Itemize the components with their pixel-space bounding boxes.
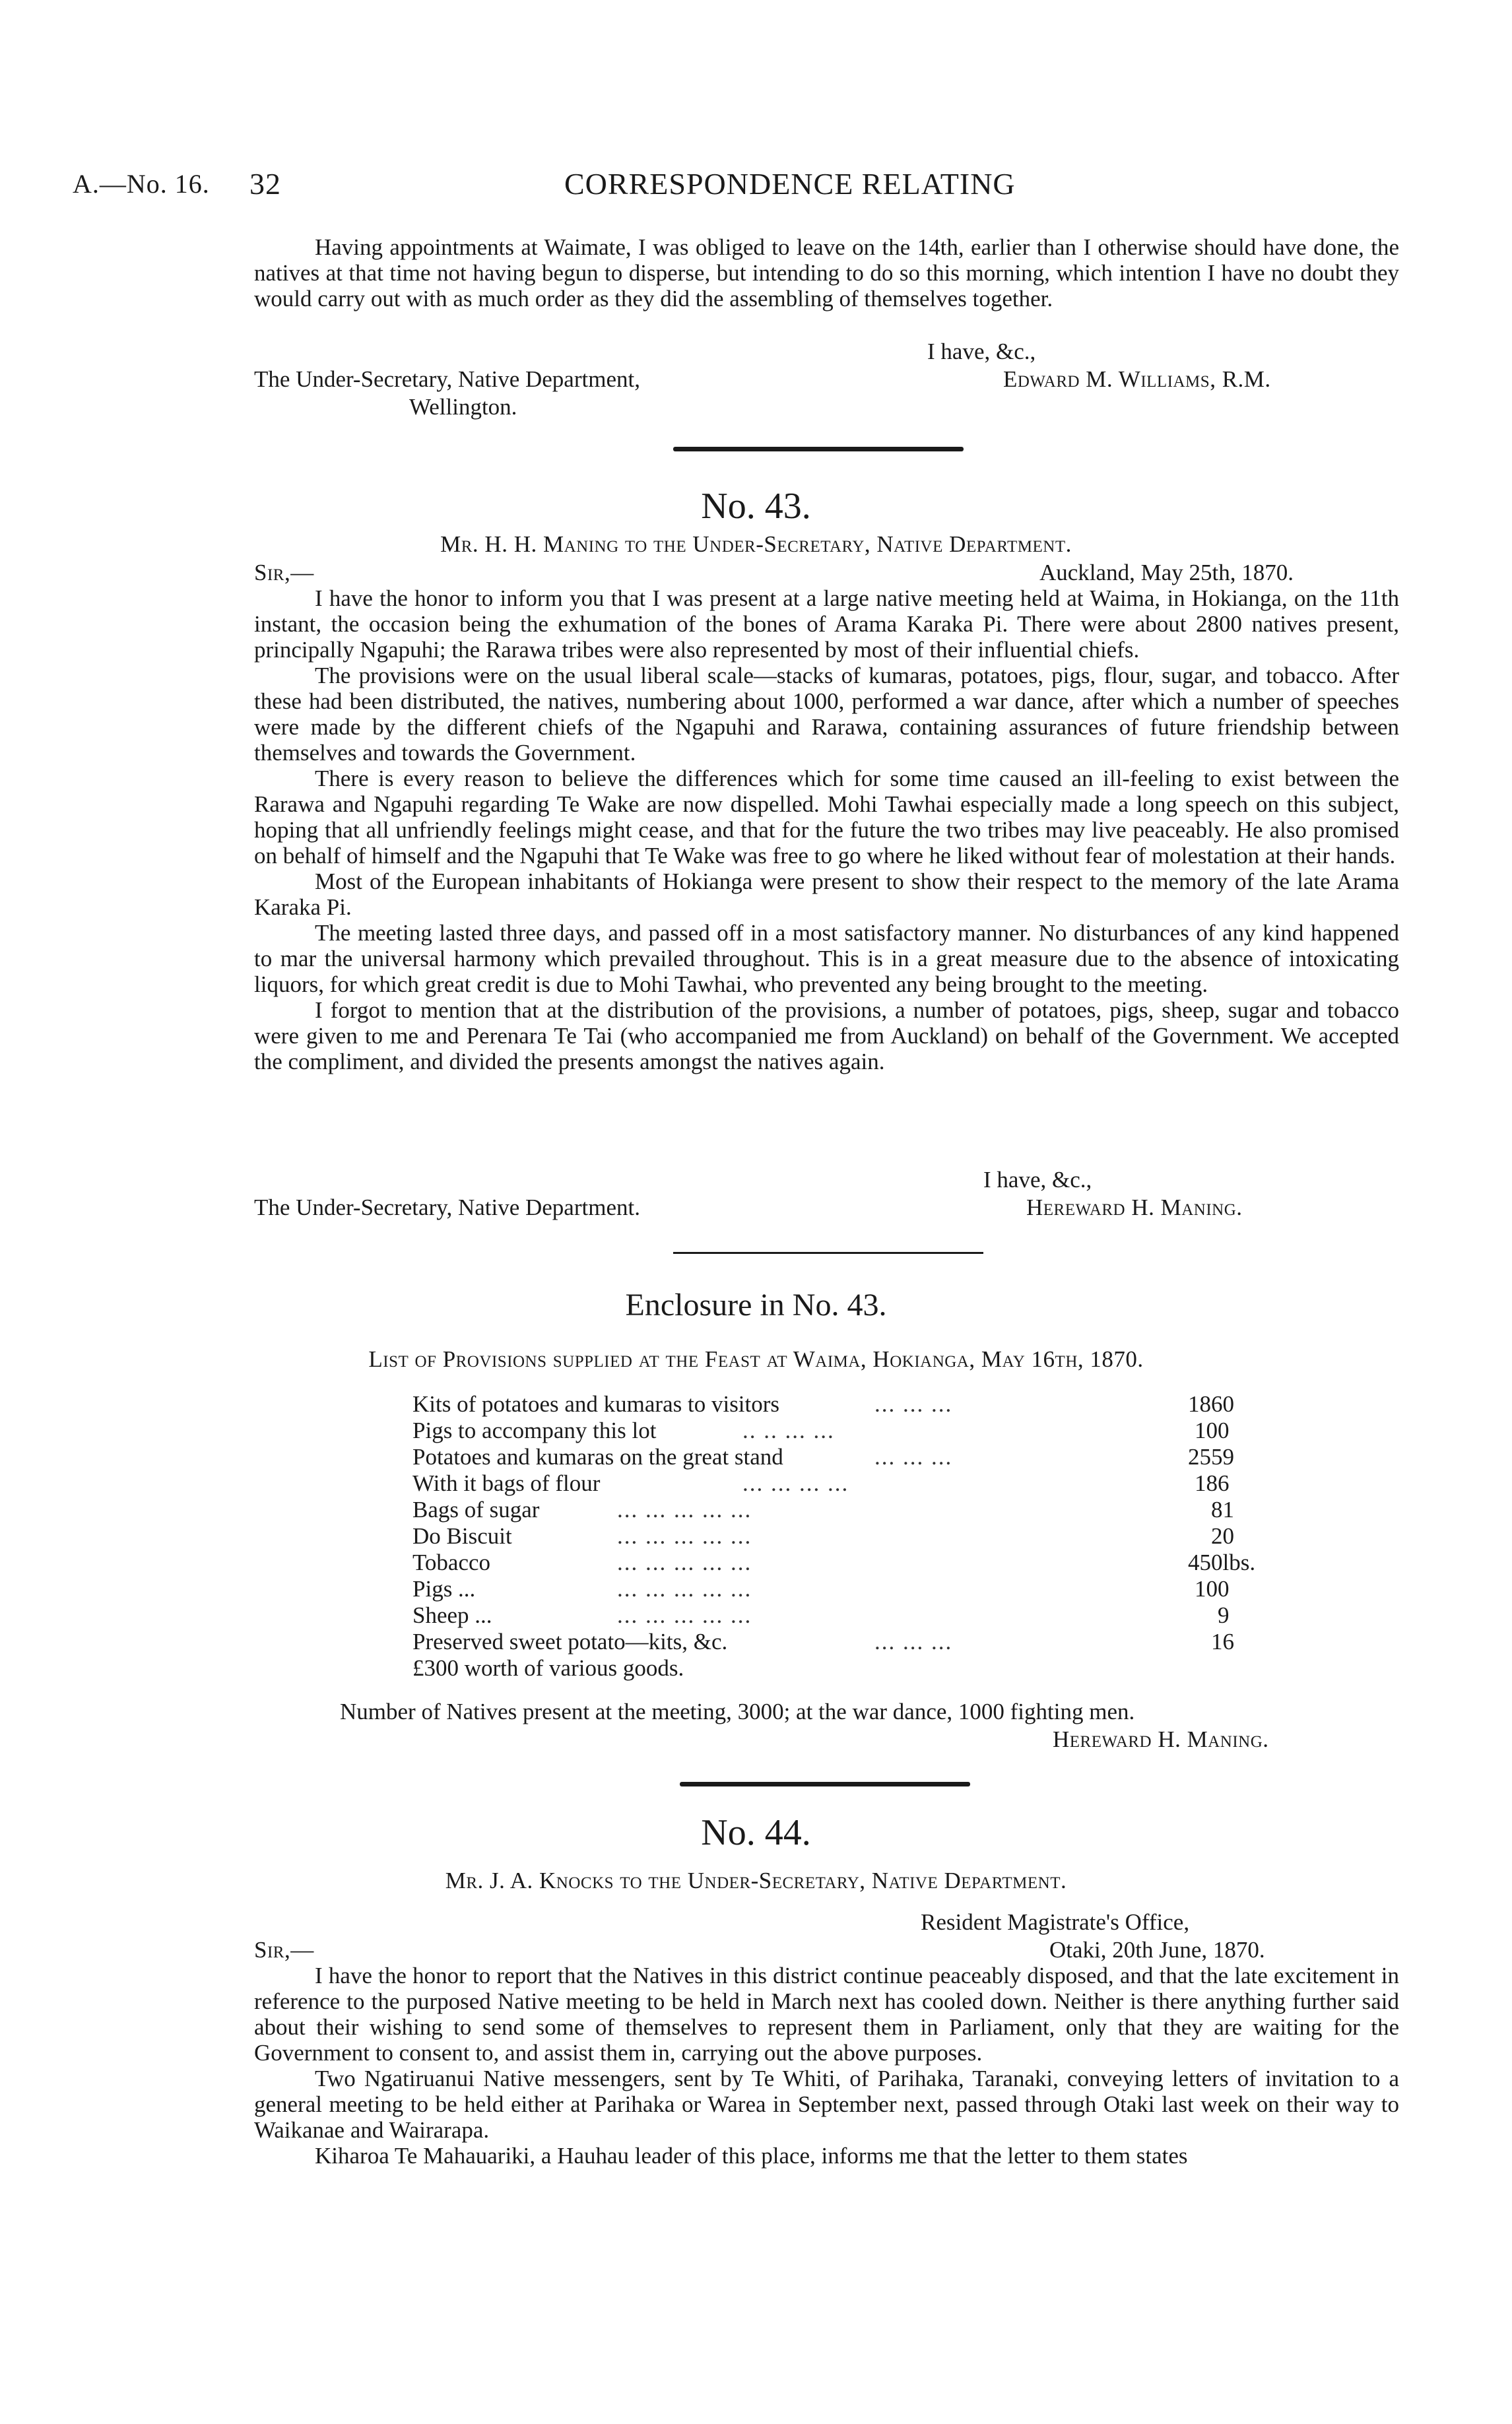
section-divider xyxy=(680,1782,970,1786)
paragraph: I have the honor to inform you that I was present at a large native meeting held at Waima, in Hokianga, on the 11th instant, the occasion being the exhumation of the bones of Arama Karaka Pi. There were about 2800 natives present, principally Ngapuhi; the Rarawa tribes were also represented by most of their influential chiefs. xyxy=(254,585,1399,663)
running-title: CORRESPONDENCE RELATING xyxy=(564,167,1016,201)
section-divider xyxy=(673,447,964,451)
list-item: With it bags of flour ... ... ... ... 186 xyxy=(412,1470,1230,1496)
section-divider xyxy=(673,1252,983,1254)
salutation: Sir,— xyxy=(254,560,314,585)
letter-number: No. 43. xyxy=(701,486,811,527)
salutation: Sir,— xyxy=(254,1937,314,1963)
signature: Edward M. Williams, R.M. xyxy=(1003,366,1271,392)
prev-letter-body xyxy=(254,234,1399,311)
list-item: Preserved sweet potato—kits, &c. ... ... ... 16 xyxy=(412,1629,1234,1654)
enclosure-title: Enclosure in No. 43. xyxy=(625,1288,887,1323)
paragraph: I have the honor to report that the Natives in this district continue peaceably disposed, and that the late excitement in reference to the purposed Native meeting to be held in March next has cooled down. Neither is there anything further said about their wishing to send some of themselves to represent them in Parliament, only that they are waiting for the Government to consent to, and assist them in, carrying out the above purposes. xyxy=(254,1963,1399,2066)
document-reference: A.—No. 16. xyxy=(73,169,210,199)
closing: I have, &c., xyxy=(983,1167,1092,1193)
enclosure-caption: List of Provisions supplied at the Feast at Waima, Hokianga, May 16th, 1870. xyxy=(368,1346,1144,1372)
office: Resident Magistrate's Office, xyxy=(921,1909,1190,1935)
paragraph: Most of the European inhabitants of Hokianga were present to show their respect to the memory of the late Arama Karaka Pi. xyxy=(254,868,1399,920)
enclosure-summary: Number of Natives present at the meeting, 3000; at the war dance, 1000 fighting men. xyxy=(340,1699,1135,1724)
paragraph: The meeting lasted three days, and passed off in a most satisfactory manner. No disturbances of any kind happened to mar the universal harmony which prevailed throughout. This is in a great measure due to the absence of intoxicating liquors, for which great credit is due to Mohi Tawhai, who prevented any being brought to the meeting. xyxy=(254,920,1399,997)
letter-number: No. 44. xyxy=(701,1812,811,1853)
paragraph: Having appointments at Waimate, I was obliged to leave on the 14th, earlier than I otherwise should have done, the natives at that time not having begun to disperse, but intending to do so this morning, which intention I have no doubt they would carry out with as much order as they did the assembling of themselves together. xyxy=(254,234,1399,311)
signature: Hereward H. Maning. xyxy=(1026,1195,1243,1220)
list-item: Potatoes and kumaras on the great stand ... ... ... 2559 xyxy=(412,1444,1234,1470)
letter43-body xyxy=(254,585,1399,1074)
list-item: Pigs to accompany this lot .. .. ... ... 100 xyxy=(412,1418,1230,1443)
letter-heading: Mr. H. H. Maning to the Under-Secretary, Native Department. xyxy=(440,531,1072,557)
list-item: Do Biscuit ... ... ... ... ... 20 xyxy=(412,1523,1234,1549)
recipient-place: Wellington. xyxy=(409,394,517,420)
list-item: Pigs ... ... ... ... ... ... 100 xyxy=(412,1576,1230,1602)
paragraph: Two Ngatiruanui Native messengers, sent by Te Whiti, of Parihaka, Taranaki, conveying letters of invitation to a general meeting to be held either at Parihaka or Warea in September next, passed through Otaki last week on their way to Waikanae and Wairarapa. xyxy=(254,2066,1399,2143)
list-item: Tobacco ... ... ... ... ... 450lbs. xyxy=(412,1550,1256,1575)
paragraph: I forgot to mention that at the distribution of the provisions, a number of potatoes, pigs, sheep, sugar and tobacco were given to me and Perenara Te Tai (who accompanied me from Auckland) on behalf of the Government. We accepted the compliment, and divided the presents amongst the natives again. xyxy=(254,997,1399,1074)
list-item: Bags of sugar ... ... ... ... ... 81 xyxy=(412,1497,1234,1523)
signature: Hereward H. Maning. xyxy=(1053,1726,1269,1752)
place-date: Otaki, 20th June, 1870. xyxy=(1049,1937,1265,1963)
provisions-list xyxy=(412,1391,1313,1682)
letter44-body xyxy=(254,1963,1399,2169)
list-item: Sheep ... ... ... ... ... ... 9 xyxy=(412,1602,1230,1628)
closing: I have, &c., xyxy=(927,339,1036,364)
list-item: £300 worth of various goods. xyxy=(412,1655,684,1681)
page-number: 32 xyxy=(249,167,281,201)
paragraph: Kiharoa Te Mahauariki, a Hauhau leader of this place, informs me that the letter to them states xyxy=(315,2143,1188,2169)
paragraph: The provisions were on the usual liberal scale—stacks of kumaras, potatoes, pigs, flour, sugar, and tobacco. After these had been distributed, the natives, numbering about 1000, performed a war dance, after which a number of speeches were made by the different chiefs of the Ngapuhi and Rarawa, containing assurances of future friendship between themselves and towards the Government. xyxy=(254,663,1399,766)
recipient: The Under-Secretary, Native Department. xyxy=(254,1195,640,1220)
place-date: Auckland, May 25th, 1870. xyxy=(1039,560,1294,585)
paragraph: There is every reason to believe the differences which for some time caused an ill-feeling to exist between the Rarawa and Ngapuhi regarding Te Wake are now dispelled. Mohi Tawhai especially made a long speech on this subject, hoping that all unfriendly feelings might cease, and that for the future the two tribes may live peaceably. He also promised on behalf of himself and the Ngapuhi that Te Wake was free to go where he liked without fear of molestation at their hands. xyxy=(254,766,1399,868)
recipient: The Under-Secretary, Native Department, xyxy=(254,366,640,392)
letter-heading: Mr. J. A. Knocks to the Under-Secretary, Native Department. xyxy=(445,1868,1067,1893)
list-item: Kits of potatoes and kumaras to visitors ... ... ... 1860 xyxy=(412,1391,1234,1417)
